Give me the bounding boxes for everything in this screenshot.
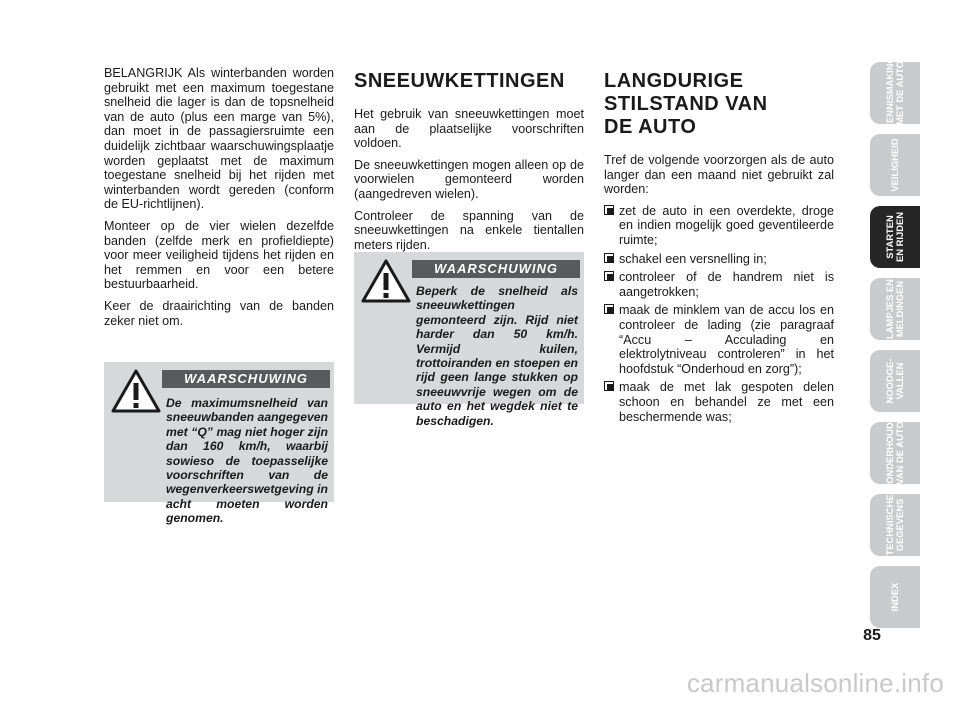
paragraph-chains-use: Het gebruik van sneeuwkettingen moet aan de plaatselijke voorschriften voldoen.	[354, 107, 584, 151]
title-line: DE AUTO	[604, 116, 697, 138]
precaution-list	[604, 204, 834, 424]
tab-kennismaking[interactable]: KENNISMAKING MET DE AUTO	[870, 62, 920, 124]
warning-banner: WAARSCHUWING	[162, 370, 330, 388]
warning-text: De maximumsnelheid van sneeuwbanden aangegeven met “Q” mag niet hoger zijn dan 160 km/h, waarbij sowieso de toepasselijke voorschriften van de wegenverkeerswetgeving in acht moeten worden genomen.	[166, 396, 328, 526]
list-item: controleer of de handrem niet is aangetrokken;	[604, 270, 834, 299]
section-title-snow-chains: SNEEUWKETTINGEN	[354, 70, 565, 92]
checkbox-bullet-icon	[604, 381, 614, 391]
column-middle	[354, 70, 584, 259]
tab-starten-en-rijden[interactable]: STARTEN EN RIJDEN	[870, 206, 920, 268]
paragraph-intro: Tref de volgende voorzorgen als de auto langer dan een maand niet gebruikt zal worden:	[604, 153, 834, 197]
watermark: carmanualsonline.info	[686, 668, 944, 698]
tab-lampjes[interactable]: LAMPJES EN MELDINGEN	[870, 278, 920, 340]
paragraph-mount-tyres: Monteer op de vier wielen dezelfde banden (zelfde merk en profieldiepte) voor meer veiligheid tijdens het rijden en het remmen en voor een betere bestuurbaarheid.	[104, 218, 334, 292]
tab-index[interactable]: INDEX	[870, 566, 920, 628]
list-item: schakel een versnelling in;	[604, 252, 834, 267]
tab-veiligheid[interactable]: VEILIGHEID	[870, 134, 920, 196]
tab-onderhoud[interactable]: ONDERHOUD VAN DE AUTO	[870, 422, 920, 484]
checkbox-bullet-icon	[604, 253, 614, 263]
list-item: maak de met lak gespoten delen schoon en behandel ze met een beschermende was;	[604, 380, 834, 424]
tab-technische-gegevens[interactable]: TECHNISCHE GEGEVENS	[870, 494, 920, 556]
list-item: zet de auto in een overdekte, droge en indien mogelijk goed geventileerde ruimte;	[604, 204, 834, 248]
list-item: maak de minklem van de accu los en controleer de lading (zie paragraaf “Accu – Acculading en elektrolytniveau controleren” in het hoofdstuk “Onderhoud en zorg”);	[604, 303, 834, 376]
warning-text: Beperk de snelheid als sneeuwkettingen gemonteerd zijn. Rijd niet harder dan 50 km/h. Vermijd kuilen, trottoiranden en stoepen en rijd geen lange stukken op sneeuwvrije wegen om de auto en het wegdek niet te beschadigen.	[416, 284, 578, 428]
section-title-long-storage	[604, 70, 834, 139]
paragraph-chains-front: De sneeuwkettingen mogen alleen op de voorwielen gemonteerd worden (aangedreven wielen).	[354, 157, 584, 201]
column-left	[104, 66, 334, 335]
page-number: 85	[863, 627, 881, 644]
title-line: LANGDURIGE	[604, 70, 744, 92]
paragraph-chains-tension: Controleer de spanning van de sneeuwkettingen na enkele tientallen meters rijden.	[354, 208, 584, 252]
paragraph-rotation: Keer de draairichting van de banden zeker niet om.	[104, 298, 334, 328]
paragraph-important: BELANGRIJK Als winterbanden worden gebruikt met een maximum toegestane snelheid die lager is dan de topsnelheid van de auto (plus een marge van 5%), dan moet in de passagiersruimte een duidelijk zichtbaar waarschuwingsplaatje worden geplaatst met de maximum toegestane snelheid bij het rijden met winterbanden wordt gereden (conform de EU-richtlijnen).	[104, 66, 334, 212]
checkbox-bullet-icon	[604, 205, 614, 215]
title-line: STILSTAND VAN	[604, 93, 768, 115]
checkbox-bullet-icon	[604, 271, 614, 281]
warning-banner: WAARSCHUWING	[412, 260, 580, 278]
warning-box-winter-tyres	[104, 362, 334, 526]
tab-noodgevallen[interactable]: NOODGE- VALLEN	[870, 350, 920, 412]
warning-box-snow-chains	[354, 252, 584, 428]
column-right	[604, 70, 834, 428]
checkbox-bullet-icon	[604, 304, 614, 314]
